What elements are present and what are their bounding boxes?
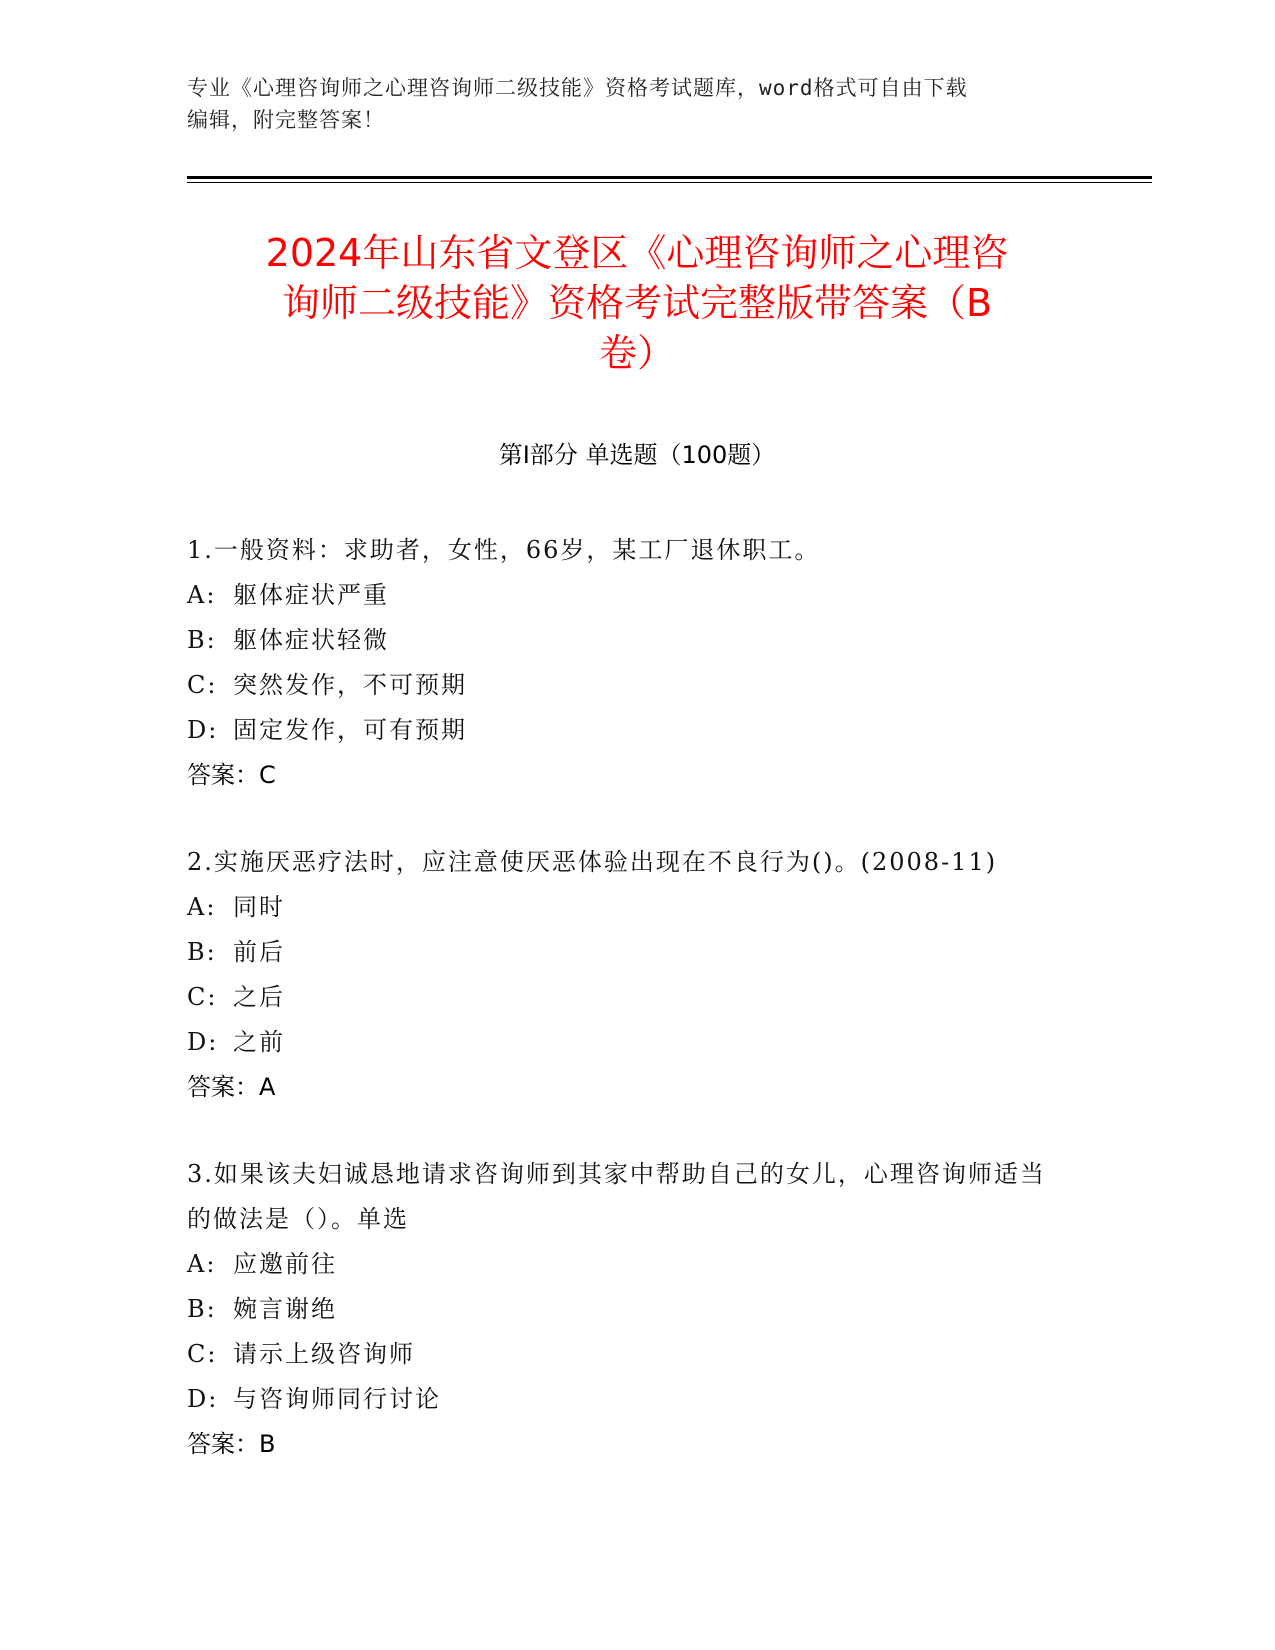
document-title-line-1: 2024年山东省文登区《心理咨询师之心理咨: [265, 231, 1009, 275]
header-divider-thin: [187, 182, 1152, 183]
answer-label: 答案：A: [187, 1073, 276, 1101]
header-note-line-2: 编辑，附完整答案！: [187, 108, 385, 132]
option-letter: A:: [187, 581, 217, 609]
option-letter: D:: [187, 1385, 219, 1413]
option-text: 之前: [233, 1028, 285, 1056]
option-letter: D:: [187, 1028, 219, 1056]
option-a: [187, 885, 1067, 930]
option-text: 突然发作，不可预期: [233, 671, 467, 699]
option-text: 躯体症状严重: [233, 581, 389, 609]
question-1: [187, 528, 1067, 798]
option-c: [187, 663, 1067, 708]
question-stem: 1.一般资料：求助者，女性，66岁，某工厂退休职工。: [187, 536, 821, 564]
header-note-line-1: 专业《心理咨询师之心理咨询师二级技能》资格考试题库，word格式可自由下载: [187, 76, 968, 100]
header-note: [187, 72, 1067, 136]
option-c: [187, 975, 1067, 1020]
option-text: 与咨询师同行讨论: [233, 1385, 441, 1413]
option-text: 躯体症状轻微: [233, 626, 389, 654]
option-letter: C:: [187, 671, 218, 699]
option-b: [187, 1287, 1067, 1332]
option-d: [187, 708, 1067, 753]
option-letter: D:: [187, 716, 219, 744]
option-text: 同时: [233, 893, 285, 921]
option-d: [187, 1020, 1067, 1065]
question-stem: 3.如果该夫妇诚恳地请求咨询师到其家中帮助自己的女儿，心理咨询师适当的做法是（）。单选: [187, 1160, 1046, 1233]
option-text: 前后: [233, 938, 285, 966]
option-letter: C:: [187, 1340, 218, 1368]
option-letter: A:: [187, 1250, 217, 1278]
document-title: [187, 228, 1087, 378]
option-letter: B:: [187, 1295, 217, 1323]
option-a: [187, 573, 1067, 618]
document-title-line-3: 卷）: [598, 331, 675, 375]
option-text: 婉言谢绝: [233, 1295, 337, 1323]
option-text: 请示上级咨询师: [233, 1340, 415, 1368]
question-list: [187, 528, 1067, 1509]
question-3: [187, 1152, 1067, 1467]
option-text: 之后: [233, 983, 285, 1011]
option-letter: B:: [187, 938, 217, 966]
question-2: [187, 840, 1067, 1110]
option-b: [187, 930, 1067, 975]
option-d: [187, 1377, 1067, 1422]
document-title-line-2: 询师二级技能》资格考试完整版带答案（B: [281, 281, 993, 325]
header-divider-thick: [187, 176, 1152, 179]
answer-label: 答案：B: [187, 1430, 276, 1458]
option-b: [187, 618, 1067, 663]
answer-label: 答案：C: [187, 761, 276, 789]
section-heading: 第Ⅰ部分 单选题（100题）: [498, 441, 776, 469]
option-c: [187, 1332, 1067, 1377]
question-stem: 2.实施厌恶疗法时，应注意使厌恶体验出现在不良行为()。(2008-11): [187, 848, 998, 876]
option-letter: B:: [187, 626, 217, 654]
option-letter: C:: [187, 983, 218, 1011]
option-letter: A:: [187, 893, 217, 921]
option-a: [187, 1242, 1067, 1287]
option-text: 应邀前往: [233, 1250, 337, 1278]
option-text: 固定发作，可有预期: [233, 716, 467, 744]
